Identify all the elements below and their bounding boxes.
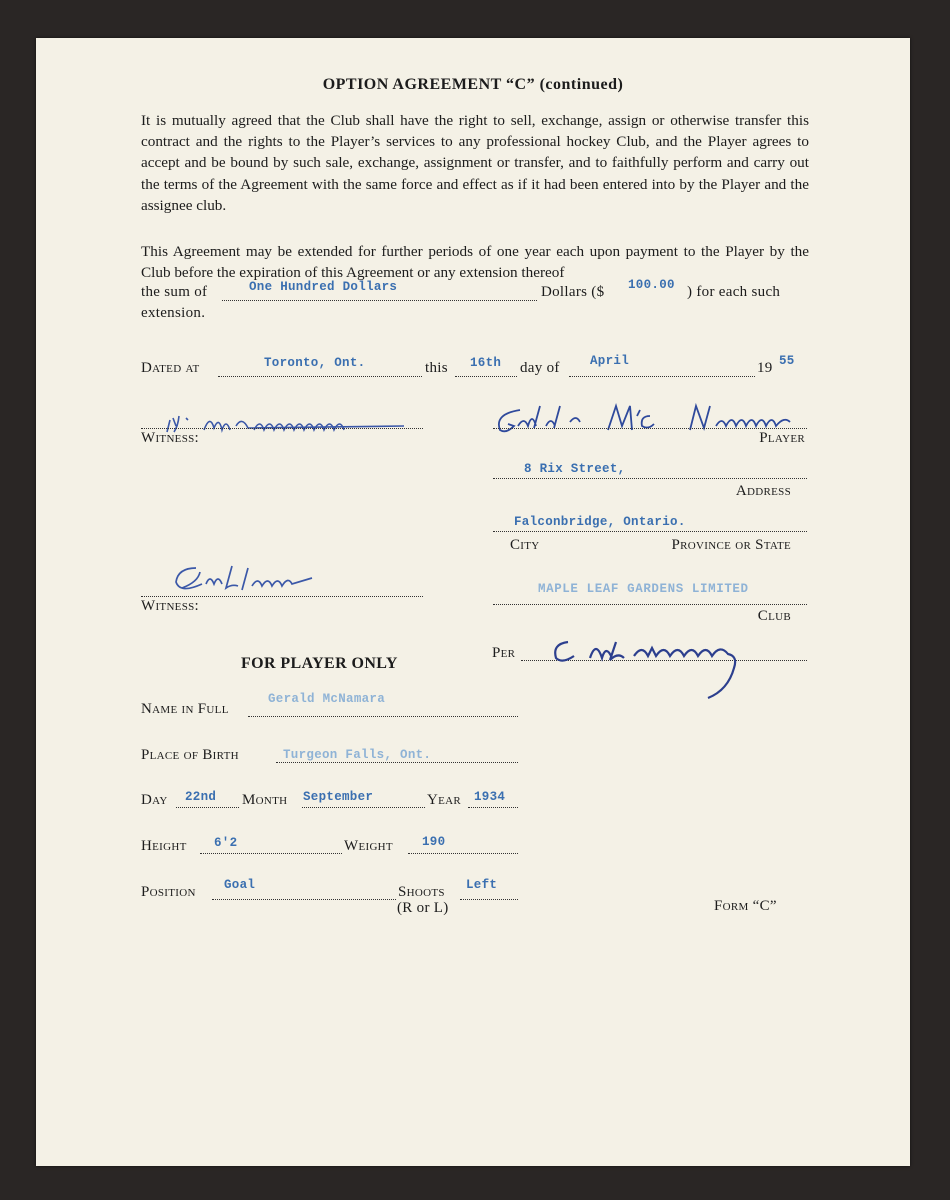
dated-label: Dated at [141,360,200,376]
birth-value: Turgeon Falls, Ont. [283,748,432,762]
position-line [212,899,396,900]
sum-words-value: One Hundred Dollars [249,280,398,294]
height-label: Height [141,838,187,854]
dated-place-value: Toronto, Ont. [264,356,366,370]
sum-line [222,300,537,301]
city-value: Falconbridge, Ontario. [514,515,686,529]
birth-day-label: Day [141,792,168,808]
player-only-heading: FOR PLAYER ONLY [241,655,398,672]
birth-month-value: September [303,790,374,804]
shoots-value: Left [466,878,498,892]
city-line [493,531,807,532]
player-line [493,428,807,429]
shoots-line [460,899,518,900]
witness-signature-2 [172,562,372,596]
year-suffix-value: 55 [779,354,795,368]
weight-label: Weight [344,838,393,854]
height-value: 6'2 [214,836,238,850]
club-label: Club [757,608,791,624]
birth-day-line [176,807,239,808]
birth-year-label: Year [427,792,462,808]
extension-tail: ) for each such [687,284,781,300]
per-label: Per [492,645,516,661]
witness-label-1: Witness: [141,430,200,446]
name-label: Name in Full [141,701,229,717]
sum-amount-value: 100.00 [628,278,675,292]
weight-value: 190 [422,835,446,849]
day-line [455,376,517,377]
this-label: this [425,360,448,376]
weight-line [408,853,518,854]
document-page [36,38,910,1166]
birth-month-line [302,807,425,808]
witness-line-2 [141,596,423,597]
birth-year-line [468,807,518,808]
witness-label-2: Witness: [141,598,200,614]
transfer-clause: It is mutually agreed that the Club shall have the right to sell, exchange, assign or otherwise transfer this contract and the rights to the Player’s services to any professional hockey Club, and the Player agrees to accept and be bound by such sale, exchange, assignment or transfer, and to faithfully perform and carry out the terms of the Agreement with the same force and effect as if it had been entered into by the Player and the assignee club. [141,112,809,214]
document-title: OPTION AGREEMENT “C” (continued) [322,76,624,93]
position-value: Goal [224,878,256,892]
address-line [493,478,807,479]
position-label: Position [141,884,196,900]
city-label: City [510,537,540,553]
form-label: Form “C” [714,898,777,914]
month-line [569,376,755,377]
name-line [248,716,518,717]
shoots-label: Shoots [398,884,445,900]
birth-line [276,762,518,763]
birth-year-value: 1934 [474,790,506,804]
day-value: 16th [470,356,502,370]
club-value: MAPLE LEAF GARDENS LIMITED [538,582,749,596]
address-value: 8 Rix Street, [524,462,626,476]
day-of-label: day of [520,360,560,376]
birth-month-label: Month [242,792,288,808]
height-line [200,853,342,854]
witness-line-1 [141,428,423,429]
province-label: Province or State [671,537,791,553]
birth-label: Place of Birth [141,747,239,763]
sum-label: the sum of [141,284,208,300]
witness-signature-1 [164,408,414,438]
shoots-hint: (R or L) [397,900,449,916]
club-line [493,604,807,605]
dollars-label: Dollars ($ [541,284,605,300]
month-value: April [590,354,630,368]
name-value: Gerald McNamara [268,692,386,706]
dated-place-line [218,376,422,377]
player-label: Player [759,430,805,446]
extension-clause: This Agreement may be extended for further periods of one year each upon payment to the Player by the Club before the expiration of this Agreement or any extension thereof [141,243,809,282]
year-prefix: 19 [757,360,773,376]
address-label: Address [735,483,791,499]
club-signature [550,634,810,690]
extension-word: extension. [141,305,206,321]
birth-day-value: 22nd [185,790,217,804]
